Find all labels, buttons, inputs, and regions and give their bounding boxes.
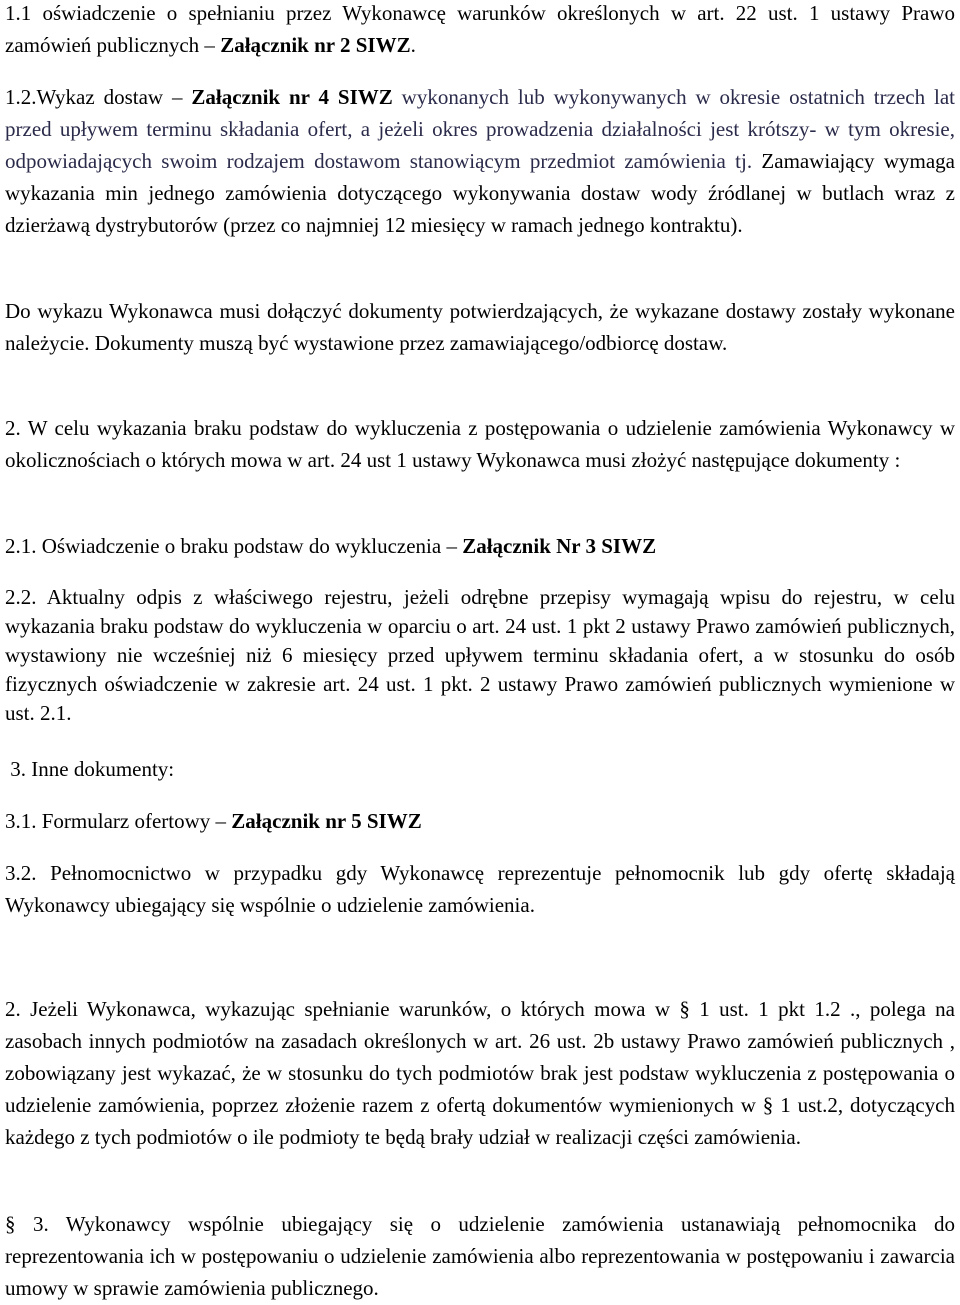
paragraph-text: wykonanych lub wykonywanych w okresie ostatnich trzech lat przed upływem terminu składania ofert, a jeżeli okres prowadzenia działalności jest krótszy- w tym okresie, odpowiadających swoim rodzajem dostawom stanowiącym przedmiot zamówienia tj. <box>5 85 955 173</box>
paragraph-1-1 <box>5 0 955 61</box>
paragraph-wykaz-note: Do wykazu Wykonawca musi dołączyć dokumenty potwierdzających, że wykazane dostawy zostały wykonane należycie. Dokumenty muszą być wystawione przez zamawiającego/odbiorcę dostaw. <box>5 299 955 355</box>
paragraph-2: 2. W celu wykazania braku podstaw do wykluczenia z postępowania o udzielenie zamówienia Wykonawcy w okolicznościach o których mowa w art. 24 ust 1 ustawy Wykonawca musi złożyć następujące dokumenty : <box>5 416 955 472</box>
paragraph-text: 1.2.Wykaz dostaw – <box>5 85 192 109</box>
paragraph-section-3: § 3. Wykonawcy wspólnie ubiegający się o udzielenie zamówienia ustanawiają pełnomocnika do reprezentowania ich w postępowaniu o udzielenie zamówienia albo reprezentowania w postępowaniu i zawarcia umowy w sprawie zamówienia publicznego. <box>5 1212 955 1300</box>
paragraph-text: 1.1 oświadczenie o spełnianiu przez Wykonawcę warunków określonych w art. 22 ust. 1 ustawy Prawo zamówień publicznych – <box>5 1 955 57</box>
attachment-reference: Załącznik Nr 3 SIWZ <box>462 534 657 558</box>
attachment-reference: Załącznik nr 4 SIWZ <box>191 85 393 109</box>
paragraph-2-1 <box>5 530 955 562</box>
paragraph-2-2: 2.2. Aktualny odpis z właściwego rejestru, jeżeli odrębne przepisy wymagają wpisu do rejestru, w celu wykazania braku podstaw do wykluczenia w oparciu o art. 24 ust. 1 pkt 2 ustawy Prawo zamówień publicznych, wystawiony nie wcześniej niż 6 miesięcy przed upływem terminu składania ofert, a w stosunku do osób fizycznych oświadczenie w zakresie art. 24 ust. 1 pkt. 2 ustawy Prawo zamówień publicznych wymienione w ust. 2.1. <box>5 585 955 725</box>
paragraph-3: 3. Inne dokumenty: <box>5 757 175 781</box>
paragraph-text: 3.1. Formularz ofertowy – <box>5 809 232 833</box>
paragraph-3-1 <box>5 805 955 837</box>
paragraph-1-2 <box>5 81 955 241</box>
attachment-reference: Załącznik nr 5 SIWZ <box>231 809 422 833</box>
paragraph-text: 2.1. Oświadczenie o braku podstaw do wykluczenia – <box>5 534 463 558</box>
paragraph-text: Zamawiający wymaga wykazania min jednego zamówienia dotyczącego wykonywania dostaw wody źródlanej w butlach wraz z dzierżawą dystrybutorów (przez co najmniej 12 miesięcy w ramach jednego kontraktu). <box>5 149 955 237</box>
paragraph-3-2: 3.2. Pełnomocnictwo w przypadku gdy Wykonawcę reprezentuje pełnomocnik lub gdy ofertę składają Wykonawcy ubiegający się wspólnie o udzielenie zamówienia. <box>5 861 955 917</box>
paragraph-text: . <box>410 33 416 57</box>
paragraph-section-2: 2. Jeżeli Wykonawca, wykazując spełnianie warunków, o których mowa w § 1 ust. 1 pkt 1.2 ., polega na zasobach innych podmiotów na zasadach określonych w art. 26 ust. 2b ustawy Prawo zamówień publicznych , zobowiązany jest wykazać, że w stosunku do tych podmiotów brak jest podstaw wykluczenia z postępowania o udzielenie zamówienia, poprzez złożenie razem z ofertą dokumentów wymienionych w § 1 ust.2, dotyczących każdego z tych podmiotów o ile podmioty te będą brały udział w realizacji części zamówienia. <box>5 997 955 1149</box>
attachment-reference: Załącznik nr 2 SIWZ <box>220 33 411 57</box>
